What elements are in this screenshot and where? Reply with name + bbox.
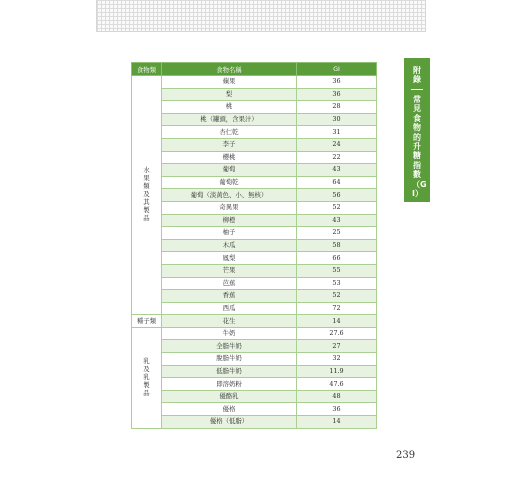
appendix-label [404, 66, 430, 84]
header-gi: GI [297, 63, 377, 76]
category-cell [132, 76, 162, 315]
table-body [132, 76, 377, 429]
gi-value-cell: 58 [297, 239, 377, 252]
appendix-label-text: 附錄 [413, 66, 421, 84]
table-row [132, 176, 377, 189]
table-row [132, 416, 377, 429]
appendix-title [404, 95, 430, 198]
table-row [132, 227, 377, 240]
food-name-cell: 優格 [162, 403, 297, 416]
table-row [132, 390, 377, 403]
header-food-name: 食物名稱 [162, 63, 297, 76]
gi-value-cell: 53 [297, 277, 377, 290]
table-row [132, 340, 377, 353]
food-name-cell: 葡萄（淡黃色、小、無核） [162, 189, 297, 202]
table-row [132, 151, 377, 164]
food-name-cell: 芒果 [162, 264, 297, 277]
gi-value-cell: 43 [297, 214, 377, 227]
table-row [132, 302, 377, 315]
gi-value-cell: 36 [297, 403, 377, 416]
table-row [132, 277, 377, 290]
gi-value-cell: 14 [297, 416, 377, 429]
table-row [132, 239, 377, 252]
food-name-cell: 李子 [162, 138, 297, 151]
food-name-cell: 西瓜 [162, 302, 297, 315]
food-name-cell: 桃（罐頭，含果汁） [162, 113, 297, 126]
top-grid-decoration [96, 0, 426, 32]
table-row [132, 327, 377, 340]
gi-value-cell: 36 [297, 88, 377, 101]
food-name-cell: 香蕉 [162, 290, 297, 303]
food-name-cell: 葡萄乾 [162, 176, 297, 189]
gi-value-cell: 52 [297, 201, 377, 214]
table-row [132, 88, 377, 101]
category-label: 乳及乳製品 [143, 356, 150, 397]
food-name-cell: 桃 [162, 101, 297, 114]
table-row [132, 403, 377, 416]
gi-value-cell: 25 [297, 227, 377, 240]
table-row [132, 164, 377, 177]
gi-value-cell: 64 [297, 176, 377, 189]
gi-value-cell: 52 [297, 290, 377, 303]
table-row [132, 290, 377, 303]
gi-value-cell: 55 [297, 264, 377, 277]
food-name-cell: 即溶奶粉 [162, 378, 297, 391]
table-row [132, 315, 377, 328]
food-name-cell: 優格（低脂） [162, 416, 297, 429]
gi-value-cell: 14 [297, 315, 377, 328]
food-name-cell: 木瓜 [162, 239, 297, 252]
category-label: 種子類 [136, 316, 157, 325]
table-row [132, 138, 377, 151]
side-tab-divider [411, 89, 423, 90]
table-header-row [132, 63, 377, 76]
gi-table [131, 62, 377, 429]
food-name-cell: 鳳梨 [162, 252, 297, 265]
gi-value-cell: 30 [297, 113, 377, 126]
gi-value-cell: 27 [297, 340, 377, 353]
table-row [132, 353, 377, 366]
table-row [132, 126, 377, 139]
category-cell [132, 327, 162, 428]
gi-value-cell: 31 [297, 126, 377, 139]
gi-value-cell: 43 [297, 164, 377, 177]
gi-value-cell: 11.9 [297, 365, 377, 378]
gi-value-cell: 22 [297, 151, 377, 164]
food-name-cell: 葡萄 [162, 164, 297, 177]
food-name-cell: 柚子 [162, 227, 297, 240]
category-cell [132, 315, 162, 328]
header-category: 食物類 [132, 63, 162, 76]
gi-value-cell: 56 [297, 189, 377, 202]
food-name-cell: 花生 [162, 315, 297, 328]
food-name-cell: 奇異果 [162, 201, 297, 214]
gi-value-cell: 27.6 [297, 327, 377, 340]
table-row [132, 264, 377, 277]
gi-value-cell: 32 [297, 353, 377, 366]
appendix-side-tab [404, 58, 430, 202]
table-row [132, 76, 377, 89]
food-name-cell: 牛奶 [162, 327, 297, 340]
gi-value-cell: 48 [297, 390, 377, 403]
food-name-cell: 蘋果 [162, 76, 297, 89]
food-name-cell: 杏仁乾 [162, 126, 297, 139]
food-name-cell: 梨 [162, 88, 297, 101]
table-row [132, 101, 377, 114]
table-row [132, 201, 377, 214]
food-name-cell: 低脂牛奶 [162, 365, 297, 378]
appendix-title-text: 常見食物的升糖指數（GI） [412, 95, 427, 199]
food-name-cell: 芭蕉 [162, 277, 297, 290]
gi-value-cell: 66 [297, 252, 377, 265]
table-row [132, 378, 377, 391]
gi-value-cell: 36 [297, 76, 377, 89]
table-row [132, 189, 377, 202]
table-row [132, 365, 377, 378]
food-name-cell: 櫻桃 [162, 151, 297, 164]
food-name-cell: 脫脂牛奶 [162, 353, 297, 366]
food-name-cell: 全脂牛奶 [162, 340, 297, 353]
page-number: 239 [396, 450, 416, 461]
gi-value-cell: 47.6 [297, 378, 377, 391]
table-row [132, 214, 377, 227]
category-label: 水果類及其製品 [143, 166, 150, 223]
food-name-cell: 優酪乳 [162, 390, 297, 403]
table-row [132, 252, 377, 265]
table-row [132, 113, 377, 126]
gi-value-cell: 24 [297, 138, 377, 151]
food-name-cell: 柳橙 [162, 214, 297, 227]
gi-value-cell: 28 [297, 101, 377, 114]
gi-value-cell: 72 [297, 302, 377, 315]
